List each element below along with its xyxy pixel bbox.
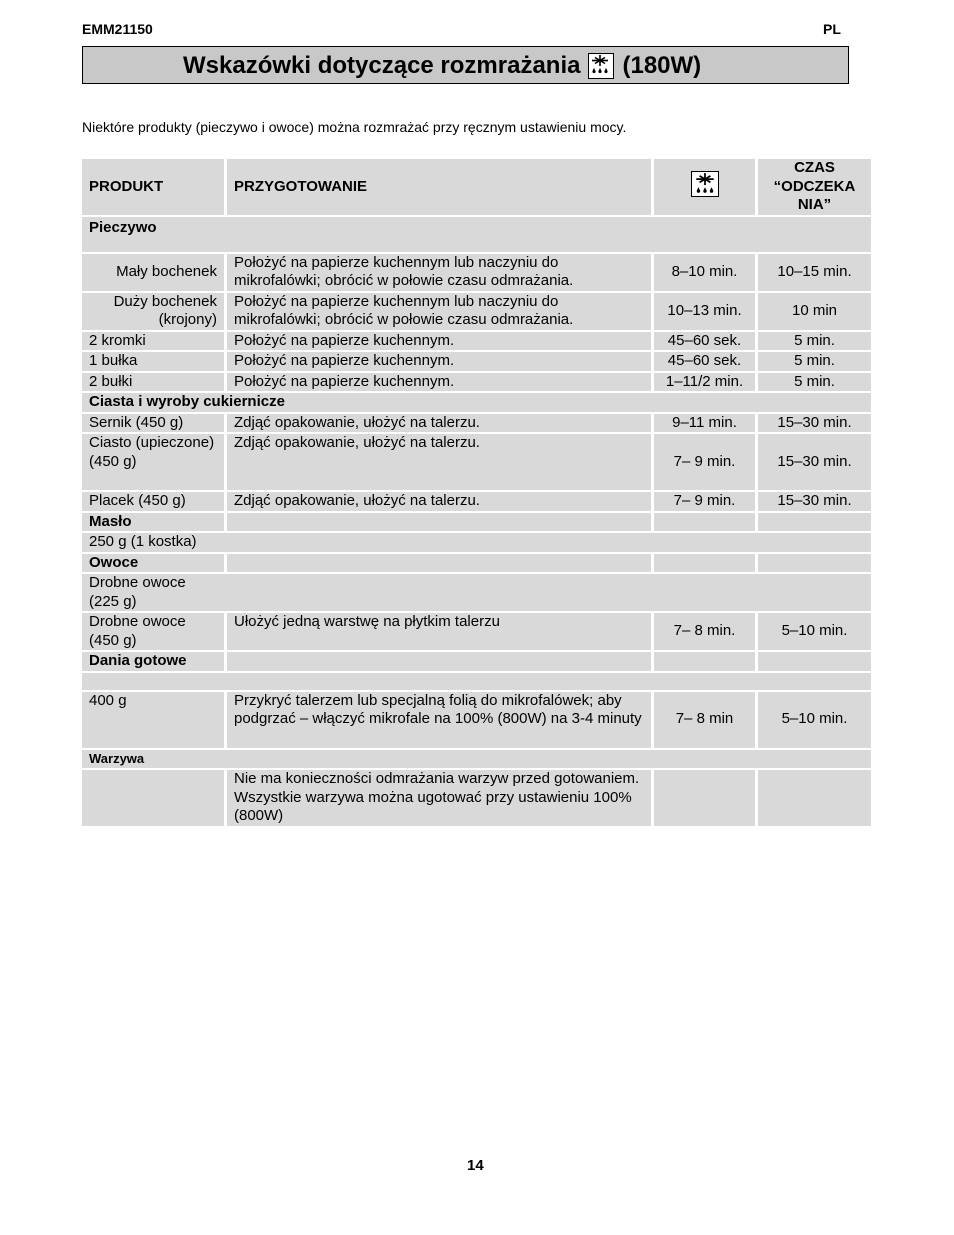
prep-cell: Położyć na papierze kuchennym lub naczyniu do mikrofalówki; obrócić w połowie czasu odmrażania.	[227, 293, 651, 330]
section-label: Warzywa	[82, 750, 871, 769]
table-row	[82, 352, 871, 371]
table-row	[82, 574, 871, 611]
table-row	[82, 293, 871, 330]
table-row	[82, 533, 871, 552]
table-row-section	[82, 513, 871, 532]
product-cell: Placek (450 g)	[82, 492, 224, 511]
prep-cell: Zdjąć opakowanie, ułożyć na talerzu.	[227, 434, 651, 490]
time-cell: 7– 8 min.	[654, 613, 755, 650]
defrost-icon	[588, 53, 614, 79]
section-label: Pieczywo	[82, 217, 871, 252]
product-cell: 2 bułki	[82, 373, 224, 392]
prep-cell: Położyć na papierze kuchennym.	[227, 332, 651, 351]
time-cell: 7– 9 min.	[654, 492, 755, 511]
product-cell: Drobne owoce (225 g)	[82, 574, 871, 611]
product-cell: 250 g (1 kostka)	[82, 533, 871, 552]
table-row-section	[82, 554, 871, 573]
product-cell: 2 kromki	[82, 332, 224, 351]
table-row-section	[82, 393, 871, 412]
table-row	[82, 613, 871, 650]
time-cell: 7– 8 min	[654, 692, 755, 748]
header-wait: CZAS “ODCZEKA NIA”	[758, 159, 871, 215]
time-cell: 45–60 sek.	[654, 332, 755, 351]
section-label: Dania gotowe	[82, 652, 224, 671]
table-row	[82, 492, 871, 511]
prep-cell: Zdjąć opakowanie, ułożyć na talerzu.	[227, 414, 651, 433]
page-title-box	[82, 46, 849, 84]
section-label: Owoce	[82, 554, 224, 573]
product-cell: Duży bochenek (krojony)	[82, 293, 224, 330]
table-row	[82, 332, 871, 351]
time-cell: 1–11/2 min.	[654, 373, 755, 392]
header-prep: PRZYGOTOWANIE	[227, 159, 651, 215]
product-cell	[82, 770, 224, 826]
section-label: Masło	[82, 513, 224, 532]
title-power: (180W)	[622, 52, 702, 79]
table-row-section	[82, 750, 871, 769]
defrost-icon	[691, 171, 719, 197]
wait-cell: 5 min.	[758, 332, 871, 351]
wait-cell: 15–30 min.	[758, 492, 871, 511]
time-cell: 8–10 min.	[654, 254, 755, 291]
table-row-spacer	[82, 673, 871, 690]
wait-cell: 5–10 min.	[758, 613, 871, 650]
table-row	[82, 692, 871, 748]
wait-cell: 15–30 min.	[758, 434, 871, 490]
prep-cell: Położyć na papierze kuchennym lub naczyniu do mikrofalówki; obrócić w połowie czasu odmrażania.	[227, 254, 651, 291]
product-cell: 1 bułka	[82, 352, 224, 371]
wait-cell: 10 min	[758, 293, 871, 330]
wait-cell: 5–10 min.	[758, 692, 871, 748]
title-text: Wskazówki dotyczące rozmrażania	[183, 52, 581, 79]
wait-cell: 15–30 min.	[758, 414, 871, 433]
wait-cell: 10–15 min.	[758, 254, 871, 291]
prep-cell: Położyć na papierze kuchennym.	[227, 352, 651, 371]
table-row	[82, 770, 871, 826]
table-row	[82, 414, 871, 433]
table-row	[82, 373, 871, 392]
product-cell: Mały bochenek	[82, 254, 224, 291]
product-cell: 400 g	[82, 692, 224, 748]
table-row	[82, 254, 871, 291]
header-defrost	[654, 159, 755, 215]
prep-cell: Nie ma konieczności odmrażania warzyw przed gotowaniem. Wszystkie warzywa można ugotować przy ustawieniu 100% (800W)	[227, 770, 651, 826]
model-number: EMM21150	[82, 21, 153, 37]
time-cell: 7– 9 min.	[654, 434, 755, 490]
prep-cell: Położyć na papierze kuchennym.	[227, 373, 651, 392]
page-title	[183, 52, 701, 80]
language-code: PL	[823, 21, 841, 37]
table-row	[82, 434, 871, 490]
section-label: Ciasta i wyroby cukiernicze	[82, 393, 871, 412]
time-cell: 45–60 sek.	[654, 352, 755, 371]
prep-cell: Przykryć talerzem lub specjalną folią do mikrofalówek; aby podgrzać – włączyć mikrofale na 100% (800W) na 3-4 minuty	[227, 692, 651, 748]
table-header-row	[82, 159, 871, 215]
wait-cell: 5 min.	[758, 373, 871, 392]
page-number: 14	[467, 1157, 484, 1174]
defrost-table	[82, 157, 871, 828]
time-cell: 10–13 min.	[654, 293, 755, 330]
table-row-section	[82, 652, 871, 671]
wait-cell	[758, 770, 871, 826]
product-cell: Drobne owoce (450 g)	[82, 613, 224, 650]
prep-cell: Ułożyć jedną warstwę na płytkim talerzu	[227, 613, 651, 650]
intro-text: Niektóre produkty (pieczywo i owoce) można rozmrażać przy ręcznym ustawieniu mocy.	[82, 119, 627, 135]
prep-cell: Zdjąć opakowanie, ułożyć na talerzu.	[227, 492, 651, 511]
product-cell: Sernik (450 g)	[82, 414, 224, 433]
wait-cell: 5 min.	[758, 352, 871, 371]
time-cell	[654, 770, 755, 826]
product-cell: Ciasto (upieczone) (450 g)	[82, 434, 224, 490]
table-row-section	[82, 217, 871, 252]
time-cell: 9–11 min.	[654, 414, 755, 433]
header-product: PRODUKT	[82, 159, 224, 215]
